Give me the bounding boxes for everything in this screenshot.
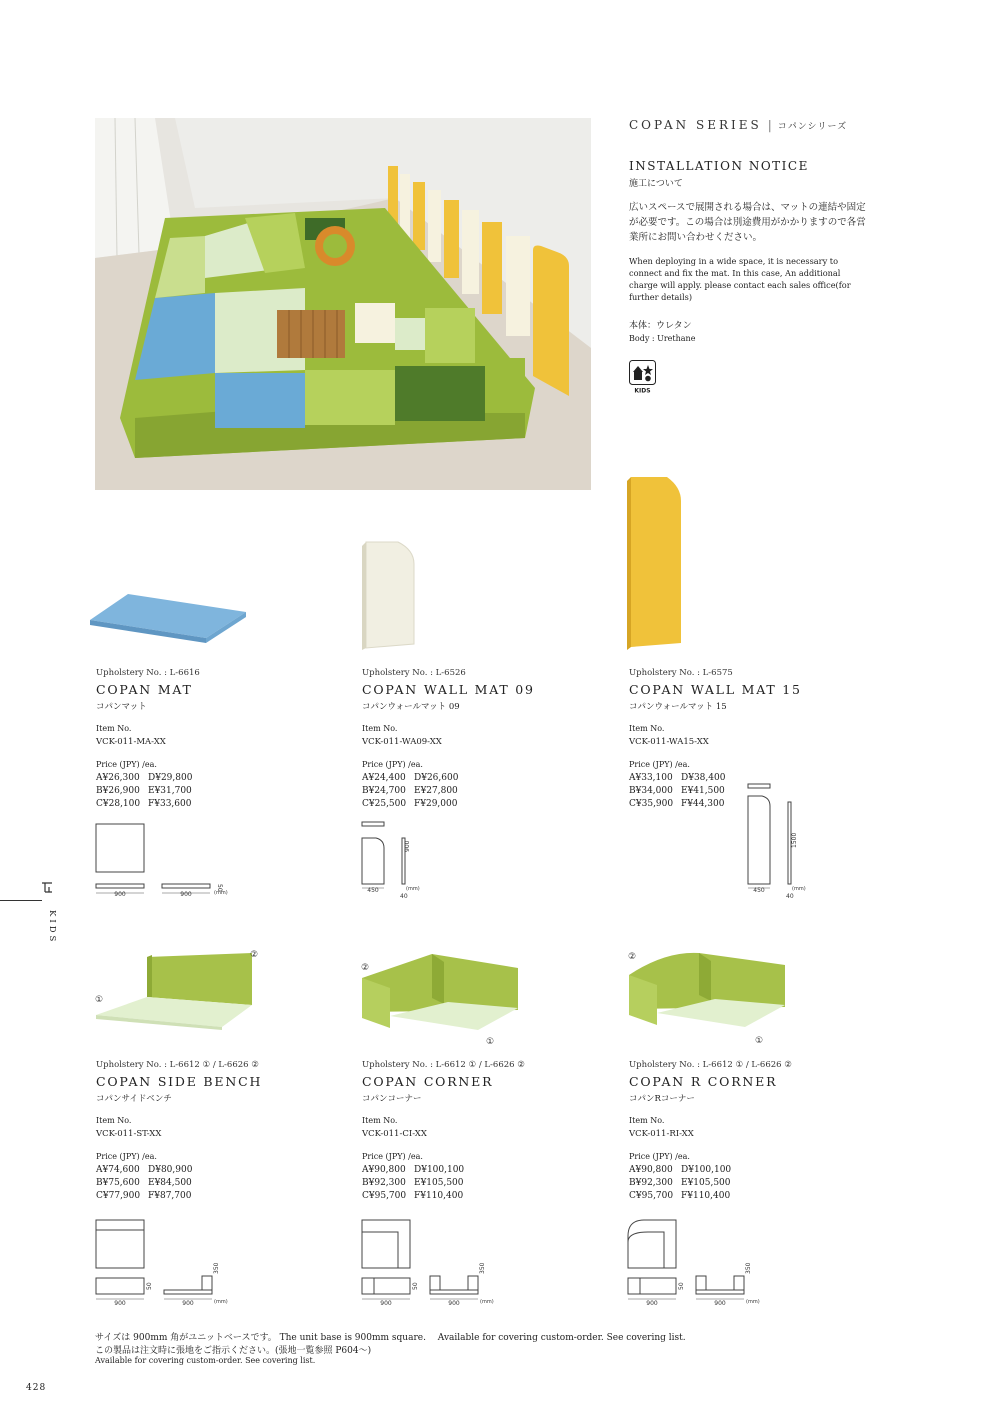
item-no: VCK-011-RI-XX xyxy=(629,1129,694,1139)
price-a: A¥90,800 xyxy=(362,1165,406,1175)
product-name: COPAN WALL MAT 09 xyxy=(362,682,535,697)
dim-width: 450 xyxy=(753,887,765,894)
part-marker-1: ① xyxy=(755,1036,764,1045)
price-a: A¥90,800 xyxy=(629,1165,673,1175)
price-a: A¥33,100 xyxy=(629,773,673,783)
dim-width: 900 xyxy=(646,1300,658,1307)
price-d: D¥100,100 xyxy=(681,1165,732,1175)
dim-seat: 50 xyxy=(678,1282,685,1290)
side-section-label: KIDS xyxy=(47,910,57,945)
product-copan-side-bench xyxy=(96,1060,336,1203)
part-marker-1: ① xyxy=(95,995,104,1005)
price-f: F¥87,700 xyxy=(148,1191,192,1201)
copan-wall-mat-09-image xyxy=(360,540,418,650)
price-d: D¥26,600 xyxy=(414,773,459,783)
product-copan-wall-mat-09 xyxy=(362,668,602,811)
dim-depth: 900 xyxy=(714,1300,726,1307)
upholstery-no: Upholstery No. : L-6612 ① / L-6626 ② xyxy=(362,1060,525,1070)
copan-corner-image xyxy=(358,948,528,1048)
product-name-jp: コパンRコーナー xyxy=(629,1094,695,1104)
price-label: Price (JPY) /ea. xyxy=(362,1152,423,1161)
price-a: A¥24,400 xyxy=(362,773,406,783)
item-no: VCK-011-MA-XX xyxy=(96,737,166,747)
product-copan-r-corner xyxy=(629,1060,869,1203)
price-c: C¥28,100 xyxy=(96,799,141,809)
dim-thickness: 40 xyxy=(786,893,794,900)
price-f: F¥110,400 xyxy=(681,1191,731,1201)
copan-side-bench-image xyxy=(92,945,267,1030)
copan-r-corner-image xyxy=(625,945,795,1045)
notice-text-en: When deploying in a wide space, it is necessary to connect and fix the mat. In this case, An additional charge will apply. please contact each sales office(for further details) xyxy=(629,256,851,302)
page-number: 428 xyxy=(26,1383,47,1393)
price-table xyxy=(96,1164,336,1203)
notice-subtitle: 施工について xyxy=(629,179,683,189)
product-name: COPAN SIDE BENCH xyxy=(96,1074,263,1089)
price-e: E¥27,800 xyxy=(414,786,458,796)
material-jp: 本体：ウレタン xyxy=(629,321,692,331)
product-name: COPAN MAT xyxy=(96,682,193,697)
price-b: B¥75,600 xyxy=(96,1178,140,1188)
part-marker-2: ② xyxy=(250,950,259,960)
product-copan-mat xyxy=(96,668,336,811)
price-e: E¥105,500 xyxy=(681,1178,731,1188)
series-name: COPAN SERIES xyxy=(629,118,762,132)
price-d: D¥80,900 xyxy=(148,1165,193,1175)
section-marker-icon xyxy=(40,880,54,894)
copan-r-corner-dimension-drawing xyxy=(626,1218,796,1310)
upholstery-no: Upholstery No. : L-6616 xyxy=(96,668,200,678)
copan-corner-dimension-drawing xyxy=(360,1218,530,1310)
notice-text-jp: 広いスペースで展開される場合は、マットの連結や固定が必要です。この場合は別途費用がかかりますので各営業所にお問い合わせください。 xyxy=(629,202,866,243)
product-name-jp: コパンマット xyxy=(96,702,147,712)
series-separator: | xyxy=(767,118,772,132)
dim-seat: 50 xyxy=(412,1282,419,1290)
dim-seat: 50 xyxy=(146,1282,153,1290)
product-name-jp: コパンウォールマット 09 xyxy=(362,702,460,712)
dim-height: 350 xyxy=(213,1262,220,1274)
price-b: B¥92,300 xyxy=(362,1178,406,1188)
product-name: COPAN R CORNER xyxy=(629,1074,778,1089)
upholstery-no: Upholstery No. : L-6612 ① / L-6626 ② xyxy=(629,1060,792,1070)
dim-width: 450 xyxy=(367,887,379,894)
dim-width: 900 xyxy=(380,1300,392,1307)
item-no-label: Item No. xyxy=(96,1116,132,1125)
price-e: E¥84,500 xyxy=(148,1178,192,1188)
price-c: C¥95,700 xyxy=(629,1191,674,1201)
price-f: F¥29,000 xyxy=(414,799,458,809)
footer-note-3: Available for covering custom-order. See covering list. xyxy=(95,1356,316,1365)
product-name: COPAN CORNER xyxy=(362,1074,494,1089)
dim-depth: 900 xyxy=(180,891,192,897)
room-photo xyxy=(95,118,591,490)
price-label: Price (JPY) /ea. xyxy=(96,760,157,769)
product-name-jp: コパンコーナー xyxy=(362,1094,422,1104)
dim-height: 50 xyxy=(216,884,223,892)
dim-unit: (mm) xyxy=(214,890,228,896)
price-b: B¥92,300 xyxy=(629,1178,673,1188)
footer-note-1: サイズは 900mm 角がユニットベースです。 The unit base is 900mm square. Available for covering custom-order. See covering list. xyxy=(95,1333,686,1343)
upholstery-no: Upholstery No. : L-6526 xyxy=(362,668,466,678)
upholstery-no: Upholstery No. : L-6575 xyxy=(629,668,733,678)
dim-unit: (mm) xyxy=(480,1299,494,1305)
price-b: B¥26,900 xyxy=(96,786,140,796)
item-no-label: Item No. xyxy=(362,1116,398,1125)
price-a: A¥26,300 xyxy=(96,773,140,783)
part-marker-1: ① xyxy=(486,1037,495,1047)
footer-note-2: この製品は注文時に張地をご指示ください。(張地一覧参照 P604〜) xyxy=(95,1346,372,1356)
material-en: Body : Urethane xyxy=(629,334,696,343)
price-f: F¥33,600 xyxy=(148,799,192,809)
dim-depth: 900 xyxy=(182,1300,194,1307)
price-b: B¥24,700 xyxy=(362,786,406,796)
product-name: COPAN WALL MAT 15 xyxy=(629,682,802,697)
dim-unit: (mm) xyxy=(214,1299,228,1305)
price-table xyxy=(362,772,602,811)
price-label: Price (JPY) /ea. xyxy=(96,1152,157,1161)
dim-height: 350 xyxy=(479,1262,486,1274)
price-d: D¥29,800 xyxy=(148,773,193,783)
part-marker-2: ② xyxy=(628,952,637,962)
item-no-label: Item No. xyxy=(362,724,398,733)
item-no: VCK-011-WA15-XX xyxy=(629,737,709,747)
series-title xyxy=(629,118,847,132)
price-table xyxy=(362,1164,602,1203)
price-d: D¥100,100 xyxy=(414,1165,465,1175)
price-d: D¥38,400 xyxy=(681,773,726,783)
dim-unit: (mm) xyxy=(792,886,806,892)
price-e: E¥105,500 xyxy=(414,1178,464,1188)
price-e: E¥31,700 xyxy=(148,786,192,796)
item-no-label: Item No. xyxy=(629,1116,665,1125)
product-copan-corner xyxy=(362,1060,602,1203)
price-label: Price (JPY) /ea. xyxy=(629,760,690,769)
price-c: C¥95,700 xyxy=(362,1191,407,1201)
dim-width: 900 xyxy=(114,1300,126,1307)
copan-mat-dimension-drawing xyxy=(94,822,244,897)
item-no: VCK-011-WA09-XX xyxy=(362,737,442,747)
dim-width: 900 xyxy=(114,891,126,897)
price-table xyxy=(96,772,336,811)
copan-mat-image xyxy=(88,592,248,644)
price-f: F¥110,400 xyxy=(414,1191,464,1201)
price-f: F¥44,300 xyxy=(681,799,725,809)
price-table xyxy=(629,1164,869,1203)
item-no-label: Item No. xyxy=(629,724,665,733)
notice-title: INSTALLATION NOTICE xyxy=(629,159,809,173)
copan-wall-mat-15-image xyxy=(625,475,685,650)
dim-unit: (mm) xyxy=(746,1299,760,1305)
price-a: A¥74,600 xyxy=(96,1165,140,1175)
series-name-jp: コパンシリーズ xyxy=(777,122,848,132)
price-c: C¥25,500 xyxy=(362,799,407,809)
dim-unit: (mm) xyxy=(406,886,420,892)
price-b: B¥34,000 xyxy=(629,786,673,796)
price-e: E¥41,500 xyxy=(681,786,725,796)
upholstery-no: Upholstery No. : L-6612 ① / L-6626 ② xyxy=(96,1060,259,1070)
dim-thickness: 40 xyxy=(400,893,408,900)
copan-wall-mat-09-dimension-drawing xyxy=(360,820,430,900)
price-label: Price (JPY) /ea. xyxy=(362,760,423,769)
part-marker-2: ② xyxy=(361,963,370,973)
price-label: Price (JPY) /ea. xyxy=(629,1152,690,1161)
copan-side-bench-dimension-drawing xyxy=(94,1218,264,1310)
dim-height: 900 xyxy=(404,840,411,852)
item-no: VCK-011-CI-XX xyxy=(362,1129,427,1139)
item-no-label: Item No. xyxy=(96,724,132,733)
kids-badge-label: KIDS xyxy=(634,387,651,394)
product-name-jp: コパンウォールマット 15 xyxy=(629,702,727,712)
kids-icon xyxy=(629,360,656,394)
dim-height: 350 xyxy=(745,1262,752,1274)
side-divider xyxy=(0,900,42,901)
item-no: VCK-011-ST-XX xyxy=(96,1129,162,1139)
price-c: C¥35,900 xyxy=(629,799,674,809)
dim-depth: 900 xyxy=(448,1300,460,1307)
price-c: C¥77,900 xyxy=(96,1191,141,1201)
dim-height: 1500 xyxy=(791,832,798,848)
copan-wall-mat-15-dimension-drawing xyxy=(746,782,816,900)
product-name-jp: コパンサイドベンチ xyxy=(96,1094,172,1104)
